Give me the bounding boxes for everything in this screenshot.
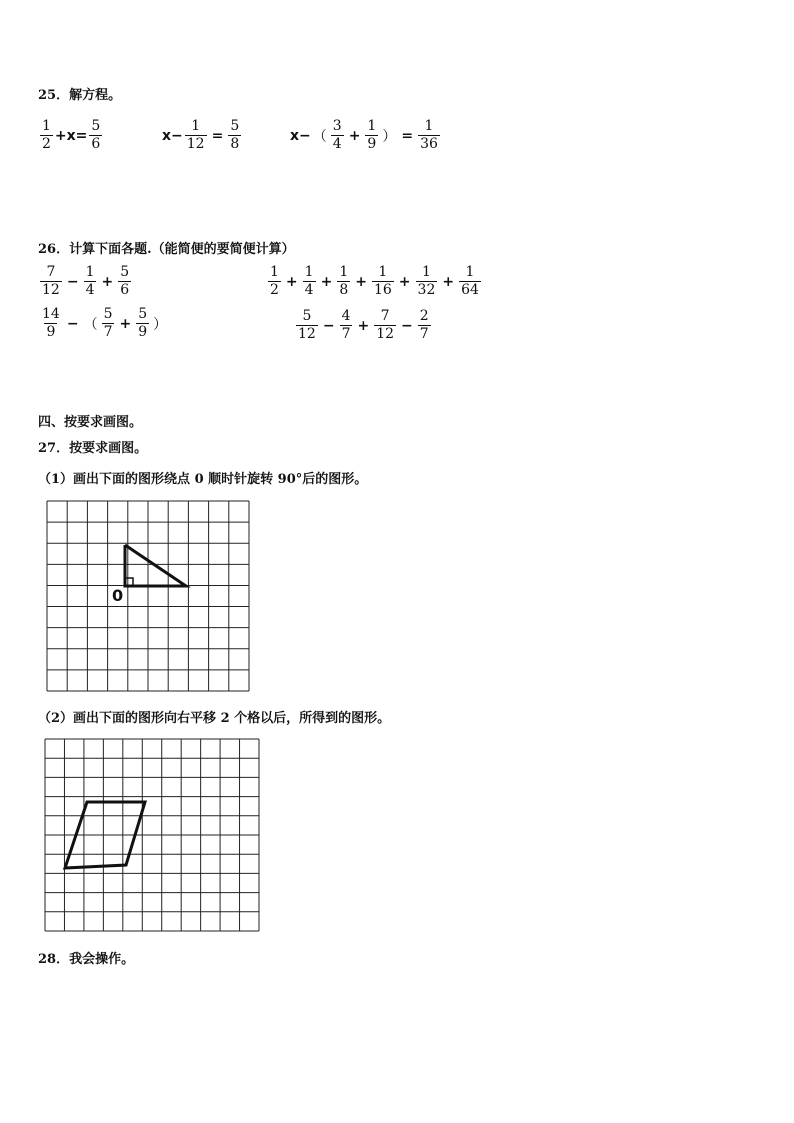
right-triangle — [125, 545, 186, 586]
q26-expression-4: $\frac{5}{12}$ − $\frac{4}{7}$ + $\frac{7}{12}$ − $\frac{2}{7}$ — [298, 308, 429, 342]
q26-expression-1: $\frac{7}{12}$ − $\frac{1}{4}$ + $\frac{5}{6}$ — [42, 264, 130, 298]
q26-title: 26．计算下面各题.（能简便的要简便计算） — [38, 242, 295, 257]
q25-equation-3: x− （ $\frac{3}{4}$ + $\frac{1}{9}$ ） = $\frac{1}{36}$ — [290, 118, 438, 152]
q27-part1-instruction: （1）画出下面的图形绕点 0 顺时针旋转 90°后的图形。 — [38, 472, 368, 487]
section-heading: 四、按要求画图。 — [38, 415, 143, 430]
q25-title: 25．解方程。 — [38, 88, 122, 103]
q27-title: 27．按要求画图。 — [38, 441, 148, 456]
q26-expression-2: $\frac{1}{2}$ + $\frac{1}{4}$ + $\frac{1}{8}$ + $\frac{1}{16}$ + $\frac{1}{32}$ + $\frac{1}{64}$ — [270, 264, 479, 298]
q25-equation-1: $\frac{1}{2}$ +x= $\frac{5}{6}$ — [42, 118, 101, 152]
translation-grid — [44, 738, 260, 932]
q25-equation-2: x− $\frac{1}{12}$ = $\frac{5}{8}$ — [162, 118, 240, 152]
rotation-grid — [46, 500, 250, 692]
q26-expression-3: $\frac{14}{9}$ − （ $\frac{5}{7}$ + $\frac{5}{9}$ ） — [42, 306, 168, 340]
q28-title: 28．我会操作。 — [38, 952, 135, 967]
q27-part2-instruction: （2）画出下面的图形向右平移 2 个格以后，所得到的图形。 — [38, 711, 391, 726]
point-o-label: 0 — [112, 586, 124, 605]
